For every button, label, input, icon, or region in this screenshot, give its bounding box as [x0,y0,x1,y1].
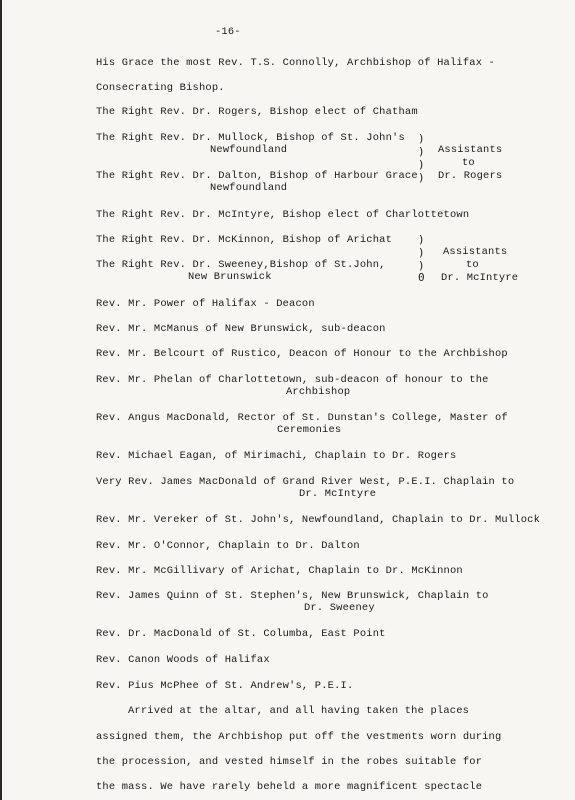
text-line: Rev. Mr. Phelan of Charlottetown, sub-deacon of honour to the [96,374,489,386]
text-line: Rev. Mr. McGillivary of Arichat, Chaplain to Dr. McKinnon [96,565,463,577]
text-line: New Brunswick [188,271,272,283]
assistants-label: Assistants [443,246,508,258]
text-line: Ceremonies [277,424,342,436]
text-line: Rev. Mr. Vereker of St. John's, Newfoundland, Chaplain to Dr. Mullock [96,514,541,526]
text-line: Newfoundland [210,144,288,156]
text-line: Very Rev. James MacDonald of Grand River West, P.E.I. Chaplain to [96,476,515,488]
text-line: Dr. McIntyre [299,488,377,500]
assistants-label: to [466,259,479,271]
text-line: Rev. Mr. McManus of New Brunswick, sub-deacon [96,323,386,335]
text-line: The Right Rev. Dr. Rogers, Bishop elect of Chatham [96,106,418,118]
paragraph-line: Arrived at the altar, and all having taken the places [128,705,470,717]
paragraph-line: the procession, and vested himself in the robes suitable for [96,756,483,768]
bracket: ) [418,132,425,145]
text-line: Rev. Pius McPhee of St. Andrew's, P.E.I. [96,680,354,692]
page-number: -16- [215,26,241,38]
text-line: Rev. Michael Eagan, of Mirimachi, Chaplain to Dr. Rogers [96,450,457,462]
text-line: The Right Rev. Dr. Sweeney,Bishop of St.John, [96,259,386,271]
paragraph-line: the mass. We have rarely beheld a more magnificent spectacle [96,781,483,793]
text-line: Newfoundland [210,182,288,194]
bracket: ) [418,171,425,184]
bracket: ) [418,246,425,259]
text-line: Consecrating Bishop. [96,82,225,94]
text-line: Rev. Mr. Belcourt of Rustico, Deacon of Honour to the Archbishop [96,348,508,360]
bracket: ) [418,158,425,171]
text-line: Rev. Canon Woods of Halifax [96,654,270,666]
bracket: ) [418,259,425,272]
assistants-label: Dr. McIntyre [441,272,519,284]
bracket: ) [418,145,425,158]
text-line: The Right Rev. Dr. McKinnon, Bishop of Arichat [96,234,393,246]
text-line: Rev. Dr. MacDonald of St. Columba, East Point [96,628,386,640]
paragraph-line: assigned them, the Archbishop put off the vestments worn during [96,731,502,743]
text-line: His Grace the most Rev. T.S. Connolly, Archbishop of Halifax - [96,57,495,69]
bracket: 0 [418,271,425,284]
text-line: The Right Rev. Dr. Mullock, Bishop of St. John's [96,132,405,144]
text-line: Rev. James Quinn of St. Stephen's, New Brunswick, Chaplain to [96,590,489,602]
text-line: Rev. Mr. Power of Halifax - Deacon [96,298,315,310]
text-line: Rev. Angus MacDonald, Rector of St. Dunstan's College, Master of [96,412,508,424]
bracket: ) [418,233,425,246]
text-line: Dr. Sweeney [304,602,375,614]
assistants-label: Dr. Rogers [438,170,503,182]
scan-left-edge [0,0,2,800]
text-line: The Right Rev. Dr. McIntyre, Bishop elect of Charlottetown [96,209,470,221]
assistants-label: Assistants [438,144,503,156]
text-line: The Right Rev. Dr. Dalton, Bishop of Harbour Grace [96,170,418,182]
assistants-label: to [462,157,475,169]
text-line: Rev. Mr. O'Connor, Chaplain to Dr. Dalton [96,540,360,552]
text-line: Archbishop [286,386,351,398]
